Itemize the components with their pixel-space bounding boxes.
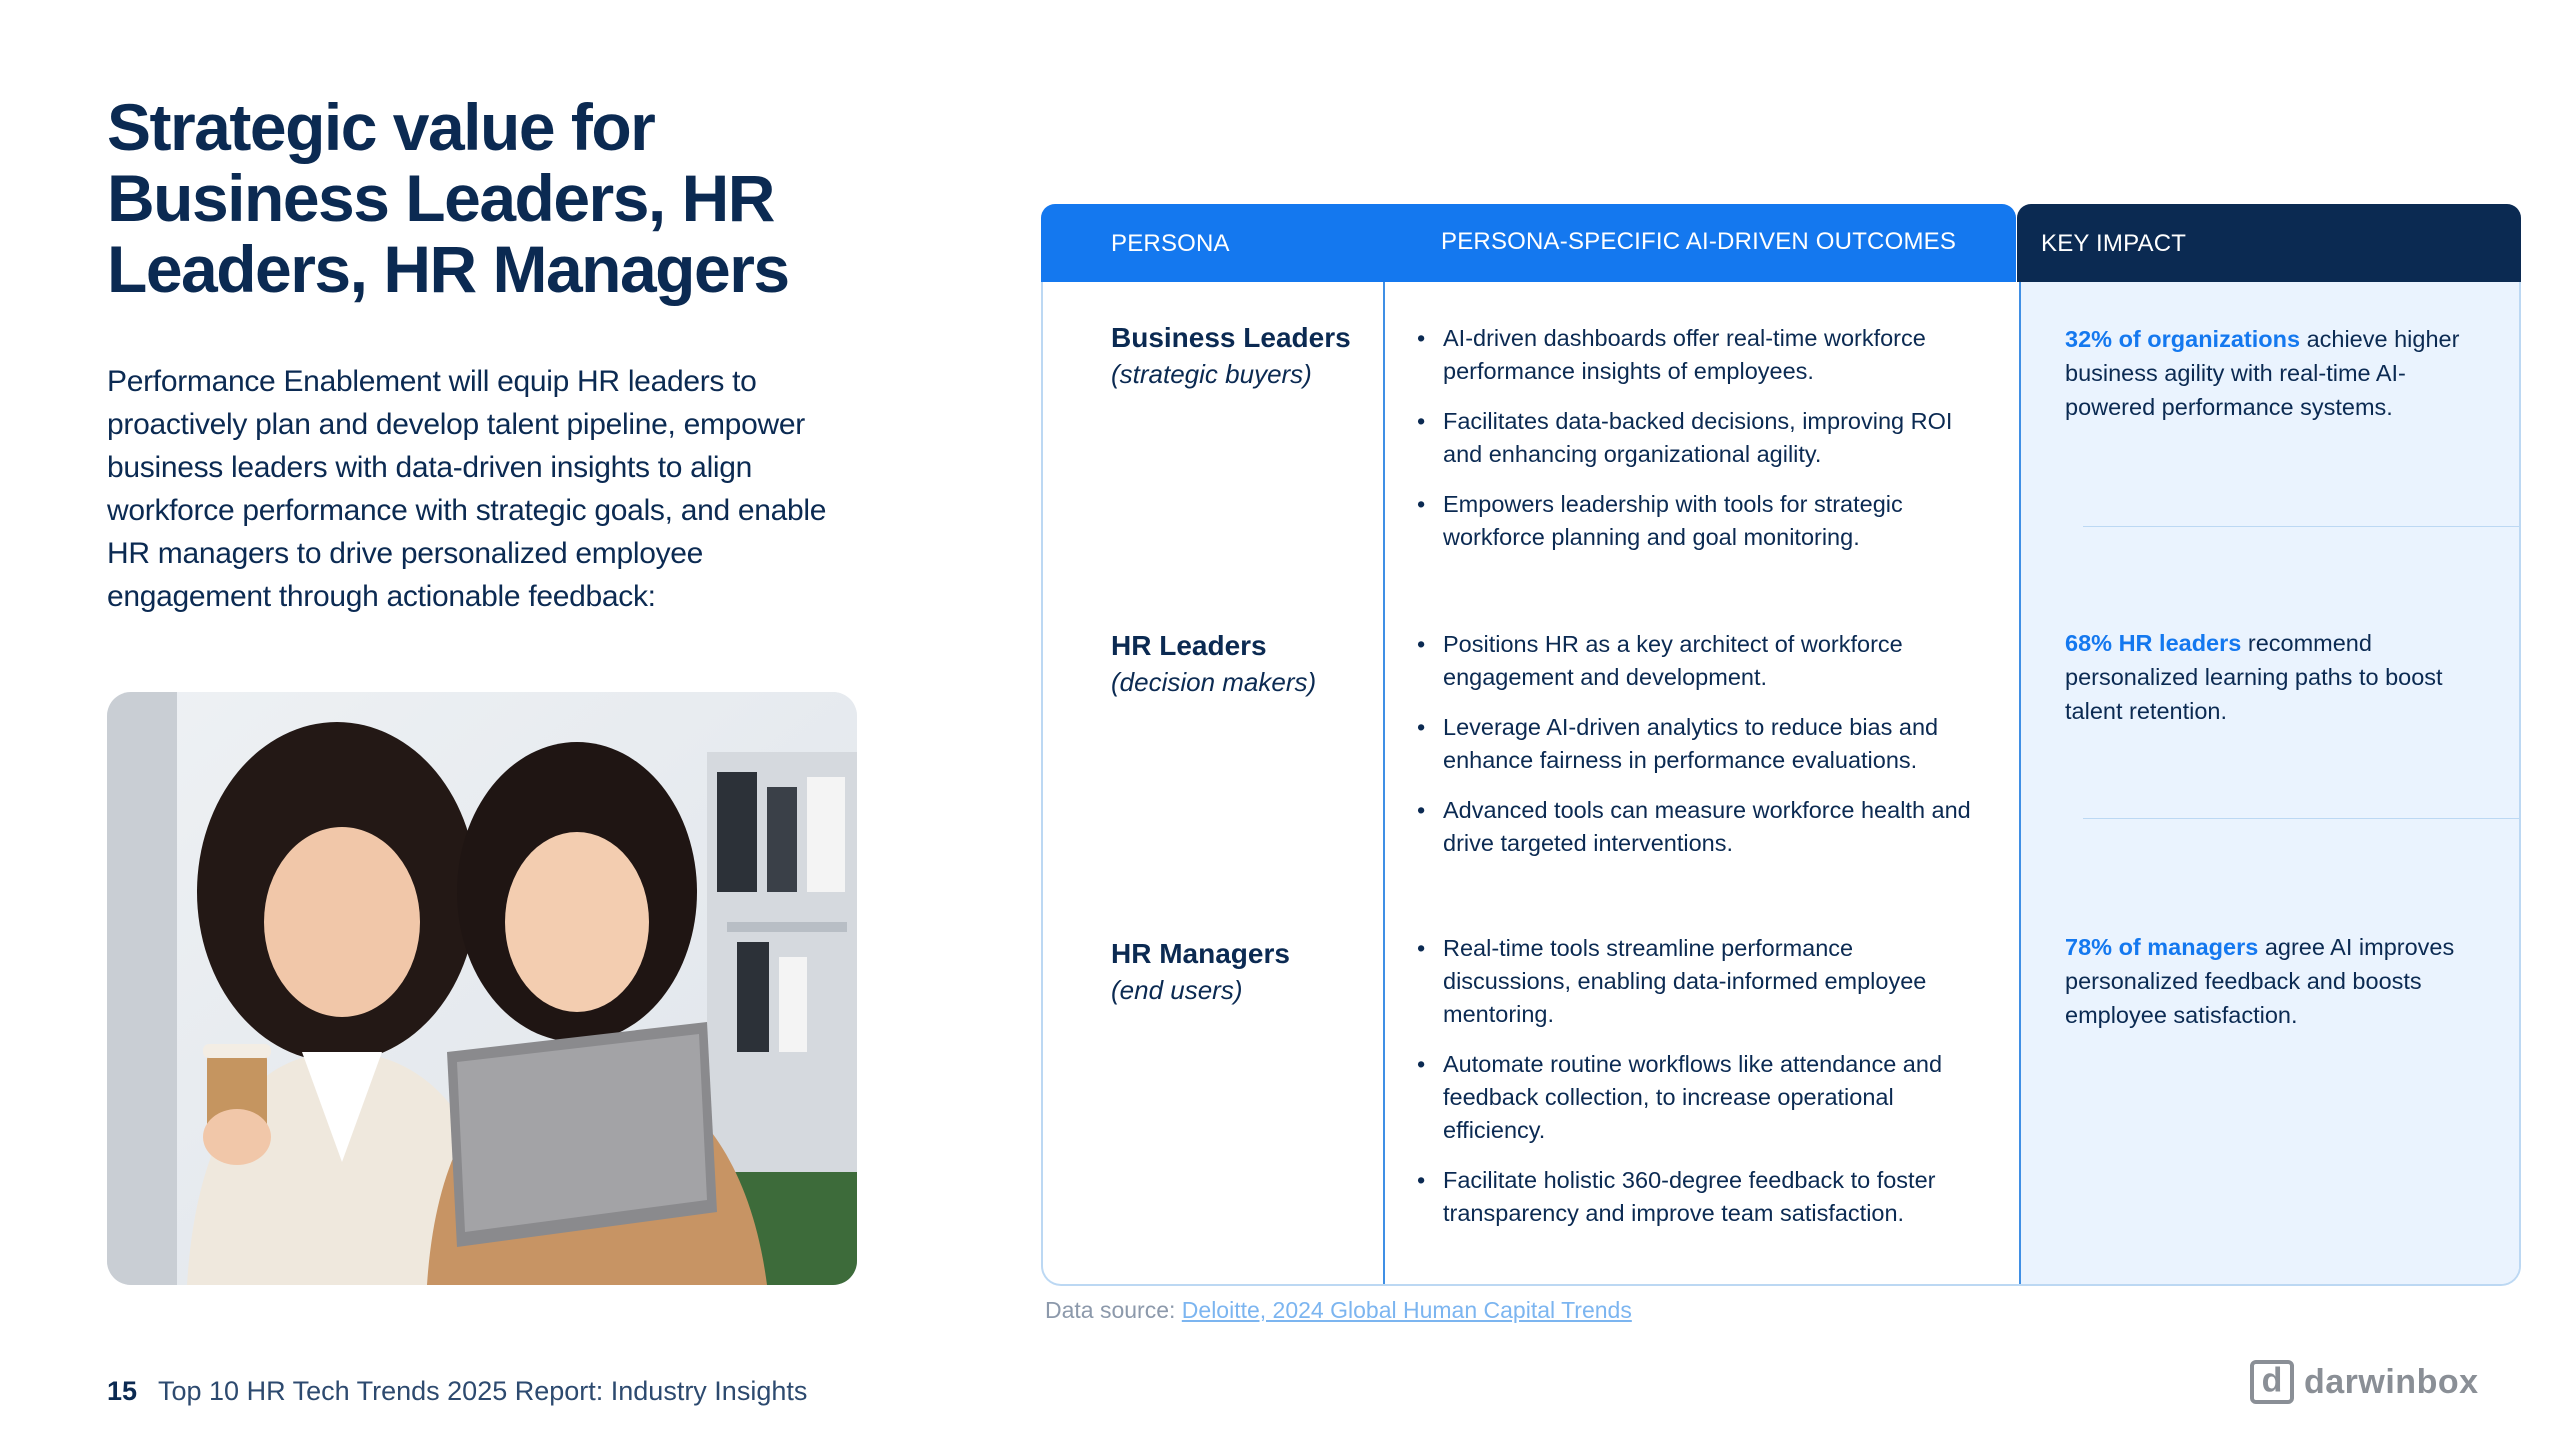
outcomes-list bbox=[1417, 932, 1977, 1247]
header-outcomes: PERSONA-SPECIFIC AI-DRIVEN OUTCOMES bbox=[1441, 228, 1957, 255]
outcomes-list bbox=[1417, 322, 1977, 571]
impact-highlight: 68% HR leaders bbox=[2065, 630, 2242, 656]
persona-name: Business Leaders bbox=[1111, 322, 1351, 353]
impact-highlight: 32% of organizations bbox=[2065, 326, 2301, 352]
header-persona: PERSONA bbox=[1111, 230, 1230, 257]
outcome-item: • AI-driven dashboards offer real-time workforce performance insights of employees. bbox=[1417, 322, 1977, 388]
impact-cell bbox=[2065, 626, 2485, 728]
impact-row-separator bbox=[2083, 818, 2521, 819]
persona-role: (end users) bbox=[1111, 975, 1243, 1005]
header-key-impact: KEY IMPACT bbox=[2041, 230, 2187, 257]
persona-hr-managers bbox=[1111, 936, 1371, 1008]
intro-paragraph: Performance Enablement will equip HR leaders to proactively plan and develop talent pipeline, empower business leaders with data-driven insights to align workforce performance with strategic goals, and enable HR managers to drive personalized employee engagement through actionable feedback: bbox=[107, 365, 827, 613]
outcome-item: • Real-time tools streamline performance discussions, enabling data-informed employee mentoring. bbox=[1417, 932, 1977, 1031]
persona-table bbox=[1041, 204, 2521, 1286]
photo-two-women-with-laptop bbox=[107, 692, 857, 1285]
page-title: Strategic value for Business Leaders, HR Leaders, HR Managers bbox=[107, 90, 789, 306]
report-title: Top 10 HR Tech Trends 2025 Report: Industry Insights bbox=[158, 1376, 808, 1406]
impact-highlight: 78% of managers bbox=[2065, 934, 2259, 960]
persona-name: HR Leaders bbox=[1111, 630, 1267, 661]
outcome-item: • Leverage AI-driven analytics to reduce bias and enhance fairness in performance evaluations. bbox=[1417, 711, 1977, 777]
outcome-item: • Facilitate holistic 360-degree feedback to foster transparency and improve team satisfaction. bbox=[1417, 1164, 1977, 1230]
persona-business-leaders bbox=[1111, 320, 1371, 392]
logo-text: darwinbox bbox=[2304, 1362, 2479, 1401]
outcomes-list bbox=[1417, 628, 1977, 877]
table-header-impact bbox=[2017, 204, 2521, 282]
outcome-item: • Positions HR as a key architect of workforce engagement and development. bbox=[1417, 628, 1977, 694]
data-source bbox=[1045, 1297, 1632, 1324]
logo-mark-icon: d bbox=[2250, 1360, 2294, 1404]
persona-role: (strategic buyers) bbox=[1111, 359, 1312, 389]
impact-text: agree AI improves personalized feedback and boosts employee satisfaction. bbox=[2065, 934, 2455, 1028]
column-divider bbox=[1383, 280, 1385, 1284]
impact-row-separator bbox=[2083, 526, 2521, 527]
persona-hr-leaders bbox=[1111, 628, 1371, 700]
table-header-persona-outcomes bbox=[1041, 204, 2016, 282]
outcome-item: • Automate routine workflows like attendance and feedback collection, to increase operational efficiency. bbox=[1417, 1048, 1977, 1147]
persona-name: HR Managers bbox=[1111, 938, 1290, 969]
impact-cell bbox=[2065, 322, 2485, 424]
outcome-item: • Facilitates data-backed decisions, improving ROI and enhancing organizational agility. bbox=[1417, 405, 1977, 471]
column-divider bbox=[2019, 280, 2021, 1284]
darwinbox-logo bbox=[2250, 1360, 2479, 1404]
impact-cell bbox=[2065, 930, 2485, 1032]
source-link[interactable]: Deloitte, 2024 Global Human Capital Trends bbox=[1181, 1297, 1632, 1323]
impact-text: achieve higher business agility with real-time AI-powered performance systems. bbox=[2065, 326, 2460, 420]
impact-column-background bbox=[2019, 280, 2521, 1284]
page-number: 15 bbox=[107, 1376, 138, 1406]
impact-text: recommend personalized learning paths to boost talent retention. bbox=[2065, 630, 2443, 724]
persona-role: (decision makers) bbox=[1111, 667, 1317, 697]
outcome-item: • Empowers leadership with tools for strategic workforce planning and goal monitoring. bbox=[1417, 488, 1977, 554]
outcome-item: • Advanced tools can measure workforce health and drive targeted interventions. bbox=[1417, 794, 1977, 860]
source-label: Data source: bbox=[1045, 1297, 1182, 1323]
